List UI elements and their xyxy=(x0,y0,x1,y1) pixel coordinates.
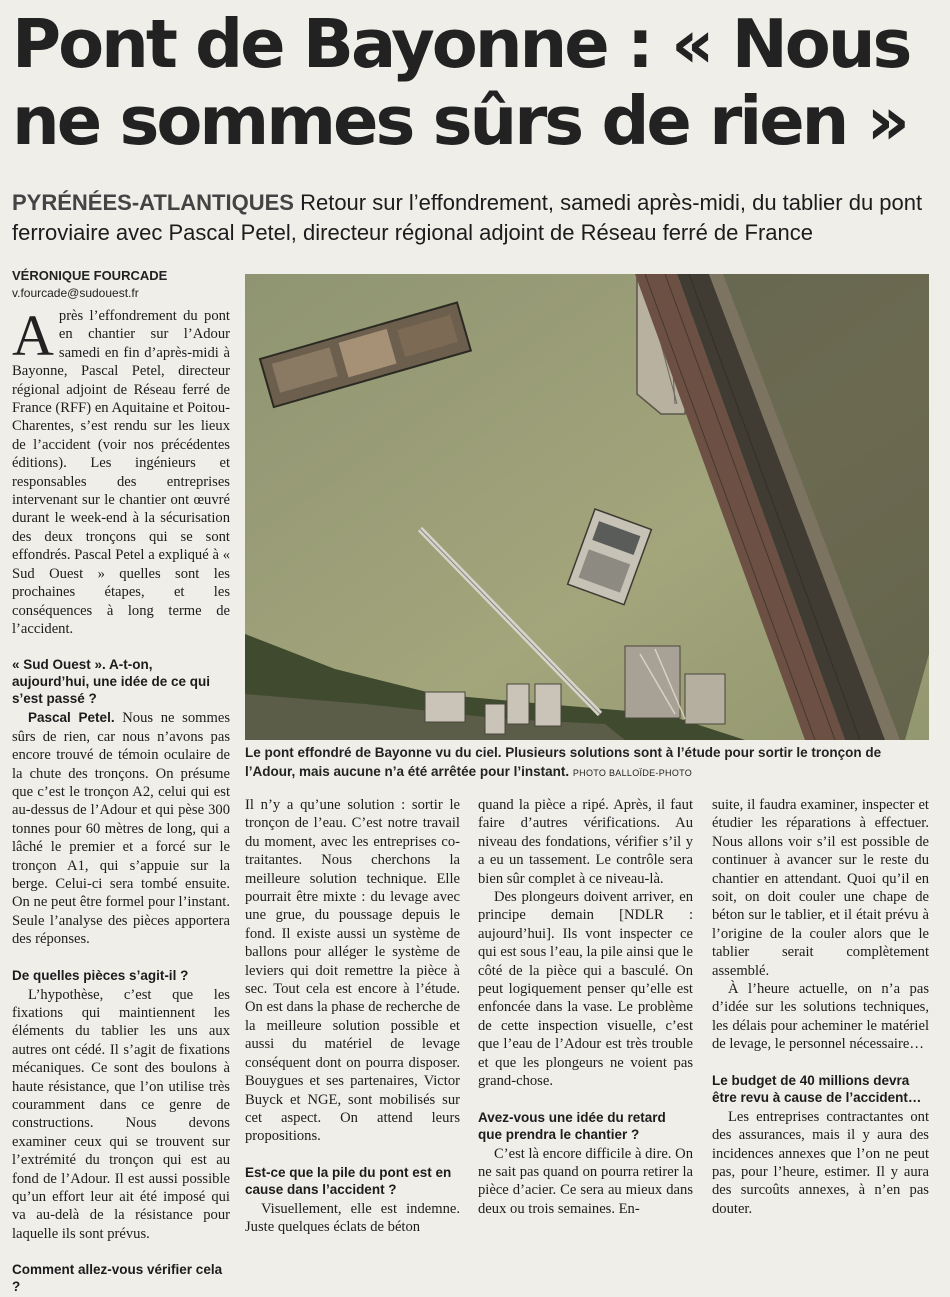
answer-5: C’est là encore difficile à dire. On ne sait pas quand on pourra retirer la pièce d’acier. Ce sera au mieux dans deux ou trois semaines. En- xyxy=(478,1145,693,1217)
deck xyxy=(12,188,937,248)
byline-author: VÉRONIQUE FOURCADE xyxy=(12,268,168,283)
photo-caption xyxy=(245,743,935,783)
article-column-4 xyxy=(712,796,929,1218)
byline-email[interactable]: v.fourcade@sudouest.fr xyxy=(12,286,139,300)
answer-1: Pascal Petel. Nous ne sommes sûrs de rien, car nous n’avons pas encore trouvé de témoin oculaire de la chute des tronçons. On présume que c’est le tronçon A2, celui qui est au-dessus de l’Adour et qui pèse 300 tonnes pour 60 mètres de long, qui a lâché le premier et a forcé sur le tronçon A1, qui s’appuie sur la berge. Celui-ci sera tombé ensuite. On ne peut être formel pour l’instant. Seule l’analyse des pièces apportera des réponses. xyxy=(12,710,230,948)
caption-text: Le pont effondré de Bayonne vu du ciel. Plusieurs solutions sont à l’étude pour sortir le tronçon de l’Adour, mais aucune n’a été arrêtée pour l’instant. xyxy=(245,745,882,779)
article-column-3 xyxy=(478,796,693,1218)
answer-2: L’hypothèse, c’est que les fixations qui maintiennent les éléments du tablier les uns aux autres ont cédé. Il s’agit de fixations mécaniques. Ce sont des boulons à haute résistance, que l’on utilise très couramment dans ce genre de constructions. Nous devons examiner ceux qui se trouvent sur l’extrémité du tronçon qui est au fond de l’Adour. Il est aussi possible qu’un effort leur ait été imposé qui va au-delà de la résistance pour laquelle ils sont prévus. xyxy=(12,986,230,1242)
photo-credit: PHOTO BALLOÏDE-PHOTO xyxy=(572,768,693,778)
question-6: Le budget de 40 millions devra être revu à cause de l’accident… xyxy=(712,1072,922,1105)
col3-paragraph-2: Des plongeurs doivent arriver, en principe demain [NDLR : aujourd’hui]. Ils vont inspecter ce qui est sous l’eau, la pile ainsi que le côté de la pièce qui a basculé. On peut logiquement penser qu’elle est enfoncée dans la vase. Le problème de cette inspection visuelle, c’est que l’eau de l’Adour est très trouble et que les plongeurs ne voient pas grand-chose. xyxy=(478,889,693,1090)
speaker-label: Pascal Petel. xyxy=(28,710,115,726)
col4-paragraph-1: suite, il faudra examiner, inspecter et étudier les réparations à effectuer. Nous allons voir s’il est possible de continuer à avancer sur le reste du chantier en attendant. Quoi qu’il en soit, on doit couler une chape de béton sur le tablier, et il était prévu à l’origine de la couler alors que le tablier serait complètement assemblé. xyxy=(712,797,929,979)
question-4: Est-ce que la pile du pont est en cause dans l’accident ? xyxy=(245,1164,452,1197)
article-column-1 xyxy=(12,303,230,1297)
article-column-2 xyxy=(245,796,460,1237)
question-3: Comment allez-vous vérifier cela ? xyxy=(12,1262,223,1295)
deck-region: PYRÉNÉES-ATLANTIQUES xyxy=(12,190,294,215)
question-2: De quelles pièces s’agit-il ? xyxy=(12,967,189,983)
headline-line-2: ne sommes sûrs de rien » xyxy=(12,82,907,160)
headline-line-1: Pont de Bayonne : « Nous xyxy=(12,5,910,83)
headline xyxy=(12,6,942,160)
drop-cap: A xyxy=(12,303,54,368)
col2-paragraph: Il n’y a qu’une solution : sortir le tronçon de l’eau. C’est notre travail du moment, avec les entreprises co-traitantes. Nous cherchons la meilleure solution technique. Elle pourrait être mixte : du levage avec une grue, du poussage depuis le fond. Il existe aussi un système de ballons pour alléger le système de leviers qui doit remettre la pièce à sec. Tout cela est encore à l’étude. On est dans la phase de recherche de la meilleure solution possible et aussi du matériel de levage conséquent dont on pourra disposer. Bouygues et ses partenaires, Victor Buyck et NGE, sont mobilisés sur cet aspect. On attend leurs propositions. xyxy=(245,797,460,1145)
answer-4: Visuellement, elle est indemne. Juste quelques éclats de béton xyxy=(245,1200,460,1236)
col4-paragraph-2: À l’heure actuelle, on n’a pas d’idée sur les solutions techniques, les délais pour acheminer le matériel de levage, le personnel nécessaire… xyxy=(712,981,929,1053)
deck-text: Retour sur l’effondrement, samedi après-midi, du tablier du pont ferroviaire avec Pascal Petel, directeur régional adjoint de Réseau ferré de France xyxy=(12,190,923,245)
question-5: Avez-vous une idée du retard que prendra le chantier ? xyxy=(478,1109,666,1142)
col3-paragraph-1: quand la pièce a ripé. Après, il faut faire d’autres vérifications. Au niveau des fondations, vérifier s’il y a eu un tassement. Le contrôle sera bien sûr complet à ce niveau-là. xyxy=(478,797,693,887)
bridge-aerial-photo xyxy=(245,274,929,740)
intro-paragraph: Après l’effondrement du pont en chantier sur l’Adour samedi en fin d’après-midi à Bayonne, Pascal Petel, directeur régional adjoint de Réseau ferré de France (RFF) en Aquitaine et Poitou-Charentes, s’est rendu sur les lieux de l’accident (voir nos précédentes éditions). Les ingénieurs et responsables des entreprises intervenant sur le chantier ont œuvré durant le week-end à la sécurisation des deux tronçons qui se sont effondrés. Pascal Petel a expliqué à « Sud Ouest » quelles sont les prochaines étapes, et les conséquences à long terme de l’accident. xyxy=(12,303,230,637)
answer-6: Les entreprises contractantes ont des assurances, mais il y aura des incidences annexes que l’on ne peut pas, pour l’heure, estimer. Il y aura des surcoûts annexes, à n’en pas douter. xyxy=(712,1108,929,1217)
question-1: « Sud Ouest ». A-t-on, aujourd’hui, une idée de ce qui s’est passé ? xyxy=(12,657,211,707)
